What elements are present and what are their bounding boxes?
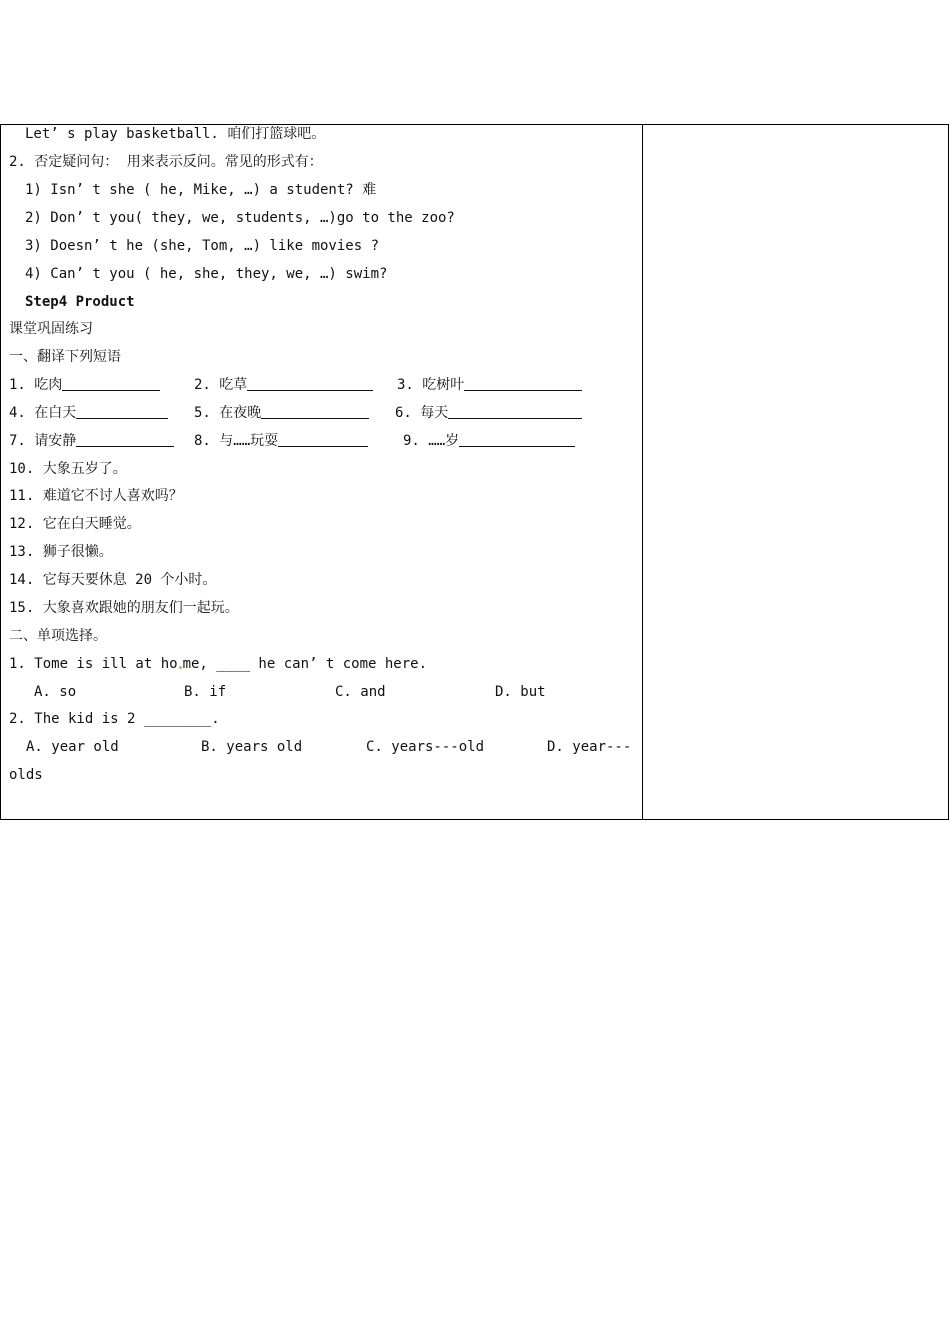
option-c[interactable]: C. and — [335, 684, 386, 700]
question-1-stem: 1. Tome is ill at ho me, ____ he can’ t come here. — [9, 656, 428, 672]
question-2-options — [9, 733, 639, 761]
phrase-row — [9, 399, 639, 427]
phrase-item: 2. 吃草 — [194, 371, 373, 399]
ink-dot — [179, 666, 182, 669]
answer-blank[interactable] — [247, 374, 373, 391]
phrase-item: 3. 吃树叶 — [397, 371, 582, 399]
sentence-item: 14. 它每天要休息 20 个小时。 — [9, 572, 217, 588]
sentence-item: 11. 难道它不讨人喜欢吗？ — [9, 488, 183, 504]
pattern-4: 4) Can’ t you ( he, she, they, we, …) swim? — [25, 266, 388, 282]
step-heading: Step4 Product — [25, 294, 135, 310]
pattern-3: 3) Doesn’ t he (she, Tom, …) like movies ? — [25, 238, 380, 254]
sentence-item: 15. 大象喜欢跟她的朋友们一起玩。 — [9, 600, 239, 616]
phrase-item: 5. 在夜晚 — [194, 399, 369, 427]
pattern-2: 2) Don’ t you( they, we, students, …)go to the zoo? — [25, 210, 455, 226]
sentence-item: 10. 大象五岁了。 — [9, 461, 127, 477]
phrase-item: 6. 每天 — [395, 399, 582, 427]
phrase-item: 1. 吃肉 — [9, 371, 160, 399]
answer-blank[interactable] — [459, 430, 575, 447]
phrase-row — [9, 427, 639, 455]
option-b[interactable]: B. years old — [201, 739, 303, 755]
sentence-item: 13. 狮子很懒。 — [9, 544, 113, 560]
option-d[interactable]: D. but — [495, 684, 546, 700]
section-choice-heading: 二、单项选择。 — [9, 628, 107, 644]
worksheet-table — [0, 124, 949, 820]
answer-blank[interactable] — [464, 374, 582, 391]
sentence-item: 12. 它在白天睡觉。 — [9, 516, 141, 532]
example-line: Let’ s play basketball. 咱们打篮球吧。 — [25, 126, 326, 142]
question-2-wrap: olds — [9, 767, 43, 783]
question-1-options — [9, 678, 639, 706]
grammar-heading: 2. 否定疑问句： 用来表示反问。常见的形式有： — [9, 154, 323, 170]
pattern-1: 1) Isn’ t she ( he, Mike, …) a student? 难 — [25, 182, 377, 198]
phrase-item: 7. 请安静 — [9, 427, 174, 455]
phrase-item: 8. 与……玩耍 — [194, 427, 368, 455]
question-2-stem: 2. The kid is 2 ________. — [9, 711, 220, 727]
answer-blank[interactable] — [76, 402, 168, 419]
practice-heading: 课堂巩固练习 — [9, 321, 93, 337]
answer-blank[interactable] — [278, 430, 368, 447]
phrase-row — [9, 371, 639, 399]
phrase-item: 4. 在白天 — [9, 399, 168, 427]
option-a[interactable]: A. so — [34, 684, 77, 700]
section-translate-heading: 一、翻译下列短语 — [9, 349, 121, 365]
answer-blank[interactable] — [62, 374, 160, 391]
option-a[interactable]: A. year old — [26, 739, 119, 755]
notes-column — [643, 125, 948, 819]
option-d[interactable]: D. year--- — [547, 739, 632, 755]
answer-blank[interactable] — [261, 402, 369, 419]
answer-blank[interactable] — [448, 402, 582, 419]
option-c[interactable]: C. years---old — [366, 739, 485, 755]
phrase-item: 9. ……岁 — [403, 427, 575, 455]
answer-blank[interactable] — [76, 430, 174, 447]
option-b[interactable]: B. if — [184, 684, 227, 700]
